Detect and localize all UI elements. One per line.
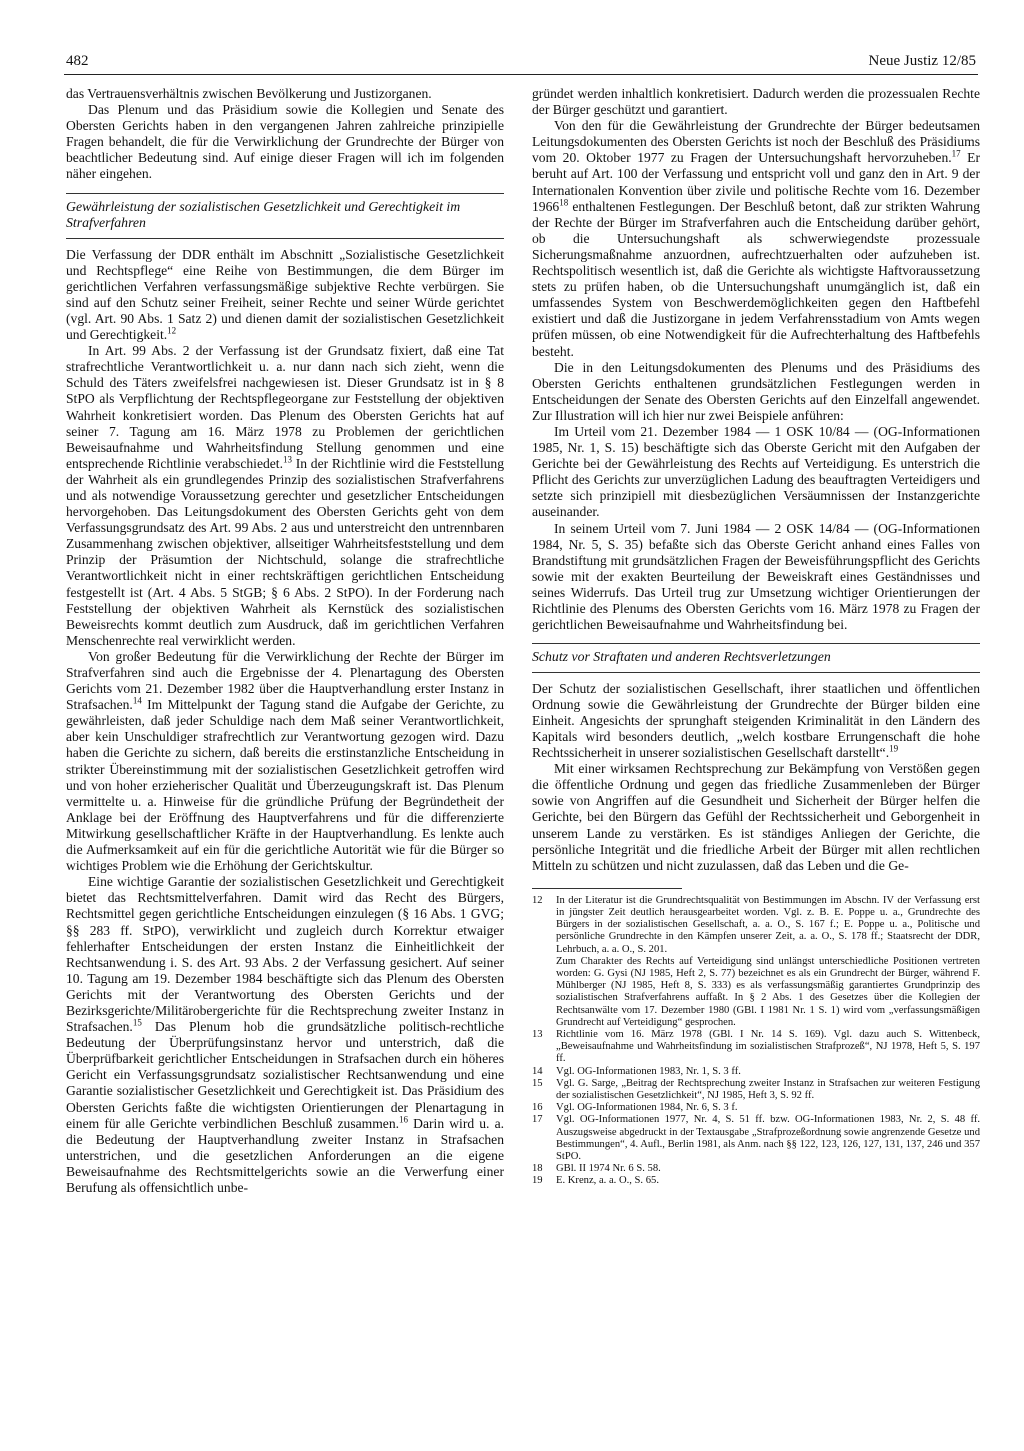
footnote	[532, 956, 980, 1029]
paragraph-text: Die Verfassung der DDR enthält im Abschnitt „Sozialistische Gesetzlichkeit und Rechtspflege“ eine Reihe von Bestimmungen, die dem Bürger im gerichtlichen Verfahren verfassungsmäßige subjektive Rechte verbürgen. Sie sind auf den Schutz seiner Freiheit, seiner Rechte und seiner Würde gerichtet (vgl. Art. 90 Abs. 1 Satz 2) und dienen damit der sozialistischen Gesetzlichkeit und Gerechtigkeit.	[66, 246, 504, 343]
paragraph	[532, 118, 980, 359]
footnote-number: 15	[532, 1077, 543, 1089]
footnote-number	[532, 956, 556, 1029]
footnote	[532, 1078, 980, 1102]
paragraph-text: Im Mittelpunkt der Tagung stand die Aufgabe der Gerichte, zu gewährleisten, daß jeder Schuldige nach dem Maß seiner Verantwortlichkeit, aber kein Unschuldiger strafrechtlich zur Verantwortung gezogen wird. Dazu haben die Gerichte zu sichern, daß bereits die erstinstanzliche Entscheidung in strikter Übereinstimmung mit der sozialistischen Gesetzlichkeit getroffen wird und von hoher erzieherischer Qualität und Überzeugungskraft ist. Das Plenum vermittelte u. a. Hinweise für die gründliche Prüfung der Begründetheit der Anklage bei der Eröffnung des Hauptverfahrens und für die differenzierte Mitwirkung gesellschaftlicher Kräfte in der Hauptverhandlung. Es lenkte auch die Aufmerksamkeit auf ein für die gerichtliche Autorität wie für die Bürger so wichtiges Problem wie die Erhöhung der Gerichtskultur.	[66, 697, 504, 874]
paragraph-text: enthaltenen Festlegungen. Der Beschluß betont, daß zur strikten Wahrung der Rechte der Bürger im Strafverfahren auch die Entscheidung darüber gehört, ob die Untersuchungshaft als schwerwiegendste prozessuale Sicherungsmaßnahme anzuordnen, aufrechtzuerhalten oder aufzuheben ist. Rechtspolitisch wesentlich ist, daß die Gerichte als wichtigste Haftvoraussetzung stets zu prüfen haben, ob die Untersuchungshaft unumgänglich ist, daß ein umfassendes System von Beschwerdemöglichkeiten gegen den Haftbefehl existiert und daß die Justizorgane in jedem Verfahrensstadium von Amts wegen prüfen müssen, ob eine Notwendigkeit für die Aufrechterhaltung des Haftbefehls besteht.	[532, 198, 980, 359]
footnote	[532, 895, 980, 956]
footnote-text: E. Krenz, a. a. O., S. 65.	[556, 1175, 659, 1187]
footnote-ref: 15	[132, 1017, 142, 1028]
footnote-ref: 19	[889, 743, 899, 754]
paragraph-text: Er beruht auf Art. 100 der Verfassung und entspricht voll und ganz den in Art. 9 der Internationalen Konvention über zivile und politische Rechte vom 16. Dezember 1966	[532, 150, 980, 214]
footnote	[532, 1102, 980, 1114]
footnote-divider	[532, 888, 682, 889]
footnote-ref: 18	[559, 197, 569, 208]
footnote-text: Vgl. OG-Informationen 1983, Nr. 1, S. 3 ff.	[556, 1065, 741, 1077]
paragraph-text: Eine wichtige Garantie der sozialistischen Gesetzlichkeit und Gerechtigkeit bietet das Rechtsmittelverfahren. Damit wird das Recht des Bürgers, Rechtsmittel gegen gerichtliche Entscheidungen einzulegen (§ 16 Abs. 1 GVG; §§ 283 ff. StPO), verwirklicht und zugleich durch Korrektur etwaiger fehlerhafter Entscheidungen der ersten Instanz die Einheitlichkeit der Rechtsanwendung i. S. des Art. 93 Abs. 2 der Verfassung gesichert. Auf seiner 10. Tagung am 19. Dezember 1984 beschäftigte sich das Plenum des Obersten Gerichts mit der Verantwortung des Obersten Gerichts und der Bezirksgerichte/Militärobergerichte für die Rechtsprechung zweiter Instanz in Strafsachen.	[66, 874, 504, 1035]
paragraph: Das Plenum und das Präsidium sowie die Kollegien und Senate des Obersten Gerichts haben in den vergangenen Jahren zahlreiche prinzipielle Fragen behandelt, die für die Verwirklichung der Grundrechte der Bürger von beachtlicher Bedeutung sind. Auf einige dieser Fragen will ich im folgenden näher eingehen.	[66, 102, 504, 182]
paragraph-text: In der Richtlinie wird die Feststellung der Wahrheit als ein grundlegendes Prinzip des sozialistischen Strafverfahrens und als notwendige Voraussetzung gerechter und gesetzlicher Entscheidungen hervorgehoben. Das Leitungsdokument des Obersten Gerichts geht von dem Verfassungsgrundsatz des Art. 99 Abs. 2 aus und unterstreicht den untrennbaren Zusammenhang zwischen objektiver, allseitiger Wahrheitsfeststellung und dem Prinzip der Präsumtion der Nichtschuld, solange die strafrechtliche Verantwortlichkeit nicht in einer rechtskräftigen gerichtlichen Entscheidung festgestellt ist (Art. 4 Abs. 5 StGB; § 6 Abs. 2 StPO). In der Forderung nach Feststellung der objektiven Wahrheit als Kernstück des sozialistischen Beweisrechts kommt deutlich zum Ausdruck, daß im gerichtlichen Verfahren Menschenrechte real verwirklicht werden.	[66, 455, 504, 648]
journal-issue: Neue Justiz 12/85	[868, 53, 976, 69]
paragraph: Die in den Leitungsdokumenten des Plenums und des Präsidiums des Obersten Gerichts enthaltenen grundsätzlichen Festlegungen werden in Entscheidungen der Senate des Obersten Gerichts auf den Einzelfall angewendet. Zur Illustration will ich hier nur zwei Beispiele anführen:	[532, 359, 980, 423]
footnote-number: 17	[532, 1114, 543, 1126]
paragraph: Mit einer wirksamen Rechtsprechung zur Bekämpfung von Verstößen gegen die öffentliche Ordnung und gegen das friedliche Zusammenleben der Bürger sowie von Angriffen auf die Gesundheit und Sicherheit der Bürger helfen die Gerichte, bei den Bürgern das Gefühl der Rechtssicherheit und Geborgenheit in unserem Lande zu verstärken. Es ist ständiges Anliegen der Gerichte, die persönliche Integrität und die friedliche Arbeit der Bürger mit allen rechtlichen Mitteln zu schützen und nicht zuzulassen, daß das Leben und die Ge-	[532, 761, 980, 873]
paragraph	[66, 247, 504, 344]
footnote-text: Zum Charakter des Rechts auf Verteidigung sind unlängst unterschiedliche Positionen vertreten worden: G. Gysi (NJ 1985, Heft 2, S. 77) bezeichnet es als ein Grundrecht der Bürger, während F. Mühlberger (NJ 1985, Heft 8, S. 333) es als verfassungsmäßig garantiertes Grundprinzip des sozialistischen Strafverfahrens auffaßt. In § 2 Abs. 1 des Gesetzes über die Kollegien der Rechtsanwälte vom 17. Dezember 1980 (GBl. I 1981 Nr. 1 S. 1) wird vom „verfassungsmäßigen Grundrecht auf Verteidigung“ gesprochen.	[556, 955, 980, 1028]
footnote-ref: 14	[132, 695, 142, 706]
paragraph: Im Urteil vom 21. Dezember 1984 — 1 OSK 10/84 — (OG-Informationen 1985, Nr. 1, S. 15) beschäftigte sich das Oberste Gericht mit den Aufgaben der Gerichte bei der Gewährleistung des Rechts auf Verteidigung. Es unterstrich die Pflicht des Gerichts zur unverzüglichen Ladung des beauftragten Verteidigers und setzte sich prinzipiell mit diesbezüglichen Versäumnissen der Instanzgerichte auseinander.	[532, 423, 980, 520]
footnotes	[532, 895, 980, 1188]
footnote-text: Richtlinie vom 16. März 1978 (GBl. I Nr. 14 S. 169). Vgl. dazu auch S. Wittenbeck, „Beweisaufnahme und Wahrheitsfindung im sozialistischen Strafprozeß“, NJ 1978, Heft 5, S. 197 ff.	[556, 1029, 980, 1065]
footnote-number: 16	[532, 1102, 543, 1114]
paragraph	[66, 874, 504, 1196]
footnote-text: GBl. II 1974 Nr. 6 S. 58.	[556, 1163, 661, 1175]
footnote-ref: 12	[167, 325, 177, 336]
footnote-number: 14	[532, 1065, 543, 1077]
page-number: 482	[66, 53, 89, 69]
footnote-ref: 16	[399, 1114, 409, 1125]
footnote-ref: 13	[282, 454, 292, 465]
paragraph: In seinem Urteil vom 7. Juni 1984 — 2 OSK 14/84 — (OG-Informationen 1984, Nr. 5, S. 35) befaßte sich das Oberste Gericht anhand eines Falles von Brandstiftung mit grundsätzlichen Fragen der Beweisführungspflicht des Gerichts sowie mit der exakten Beurteilung der Beweiskraft eines Geständnisses und seines Widerrufs. Das Urteil trug zur Umsetzung wichtiger Orientierungen der Richtlinie des Plenums des Obersten Gerichts vom 16. März 1978 zu Fragen der gerichtlichen Beweisaufnahme und Wahrheitsfindung bei.	[532, 520, 980, 633]
footnote-text: Vgl. G. Sarge, „Beitrag der Rechtsprechung zweiter Instanz in Strafsachen zur weiteren Festigung der sozialistischen Gesetzlichkeit“, NJ 1985, Heft 3, S. 92 ff.	[556, 1077, 980, 1102]
footnote	[532, 1029, 980, 1066]
paragraph-text: Von den für die Gewährleistung der Grundrechte der Bürger bedeutsamen Leitungsdokumenten des Obersten Gerichts ist noch der Beschluß des Präsidiums vom 20. Oktober 1977 zu Fragen der Untersuchungshaft hervorzuheben.	[532, 118, 980, 166]
paragraph	[532, 681, 980, 761]
footnote-number: 12	[532, 894, 543, 906]
paragraph	[66, 343, 504, 649]
paragraph-text: Von großer Bedeutung für die Verwirklichung der Rechte der Bürger im Strafverfahren sind auch die Ergebnisse der 4. Plenartagung des Obersten Gerichts vom 21. Dezember 1982 über die Hauptverhandlung erster Instanz in Strafsachen.	[66, 648, 504, 713]
paragraph: das Vertrauensverhältnis zwischen Bevölkerung und Justizorganen.	[66, 86, 432, 101]
footnote	[532, 1175, 980, 1187]
footnote-number: 19	[532, 1175, 543, 1187]
section-heading: Gewährleistung der sozialistischen Gesetzlichkeit und Gerechtigkeit im Strafverfahren	[66, 193, 504, 239]
footnote-text: In der Literatur ist die Grundrechtsqualität von Bestimmungen im Abschn. IV der Verfassung erst in jüngster Zeit deutlich herausgearbeitet worden. Vgl. z. B. E. Poppe u. a., Grundrechte des Bürgers in der sozialistischen Gesellschaft, a. a. O., S. 167 f.; E. Poppe u. a., Politische und persönliche Grundrechte in den Kämpfen unserer Zeit, a. a. O., S. 178 ff.; Staatsrecht der DDR, Lehrbuch, a. a. O., S. 201.	[556, 894, 980, 955]
paragraph-text: Das Plenum hob die grundsätzliche politisch-rechtliche Bedeutung der Überprüfungsinstanz hervor und unterstrich, daß die Überprüfbarkeit gerichtlicher Entscheidungen in Strafsachen durch ein höheres Gericht ein Verfassungsgrundsatz sozialistischer Rechtsanwendung und eine Garantie sozialistischer Gesetzlichkeit und Gerechtigkeit ist. Das Präsidium des Obersten Gerichts faßte die wichtigsten Orientierungen der Plenartagung in einem für alle Gerichte verbindlichen Beschluß zusammen.	[66, 1019, 504, 1131]
footnote-number: 13	[532, 1029, 543, 1041]
paragraph: gründet werden inhaltlich konkretisiert. Dadurch werden die prozessualen Rechte der Bürger geschützt und garantiert.	[532, 86, 980, 118]
left-column	[66, 86, 504, 1196]
footnote-ref: 17	[951, 148, 961, 159]
paragraph-text: Der Schutz der sozialistischen Gesellschaft, ihrer staatlichen und öffentlichen Ordnung sowie die Gewährleistung der Grundrechte der Bürger bilden eine Einheit. Angesichts der sprunghaft steigenden Kriminalität in den Ländern des Kapitals wird besonders deutlich, „welch kostbare Errungenschaft die hohe Rechtssicherheit in unserer sozialistischen Gesellschaft darstellt“.	[532, 680, 980, 761]
footnote-text: Vgl. OG-Informationen 1977, Nr. 4, S. 51 ff. bzw. OG-Informationen 1983, Nr. 2, S. 48 ff. Auszugsweise abgedruckt in der Textausgabe „Strafprozeßordnung sowie angrenzende Gesetze und Bestimmungen“, 4. Aufl., Berlin 1981, als Anm. nach §§ 122, 123, 126, 127, 131, 137, 246 und 357 StPO.	[556, 1114, 980, 1163]
footnote-number: 18	[532, 1163, 543, 1175]
footnote-text: Vgl. OG-Informationen 1984, Nr. 6, S. 3 f.	[556, 1102, 738, 1114]
paragraph-text: Darin wird u. a. die Bedeutung der Hauptverhandlung zweiter Instanz in Strafsachen unterstrichen, und die gesetzlichen Anforderungen an die eigene Beweisaufnahme des Rechtsmittelgerichts sowie an die Verwerfung einer Berufung als offensichtlich unbe-	[66, 1115, 505, 1195]
paragraph-text: In Art. 99 Abs. 2 der Verfassung ist der Grundsatz fixiert, daß eine Tat strafrechtliche Verantwortlichkeit u. a. nur dann nach sich zieht, wenn die Schuld des Täters zweifelsfrei nachgewiesen ist. Dieser Grundsatz ist in § 8 StPO als Verpflichtung der Rechtspflegeorgane zur Feststellung der objektiven Wahrheit konkretisiert worden. Das Plenum des Obersten Gerichts hat auf seiner 7. Tagung am 16. März 1978 zu Problemen der gerichtlichen Beweisaufnahme und Wahrheitsfindung Stellung genommen und eine entsprechende Richtlinie verabschiedet.	[66, 343, 504, 471]
section-heading: Schutz vor Straftaten und anderen Rechtsverletzungen	[532, 643, 980, 673]
header-divider	[64, 74, 978, 75]
footnote	[532, 1163, 980, 1175]
footnote	[532, 1114, 980, 1163]
paragraph	[66, 649, 504, 874]
footnote	[532, 1066, 980, 1078]
right-column	[532, 86, 980, 1188]
